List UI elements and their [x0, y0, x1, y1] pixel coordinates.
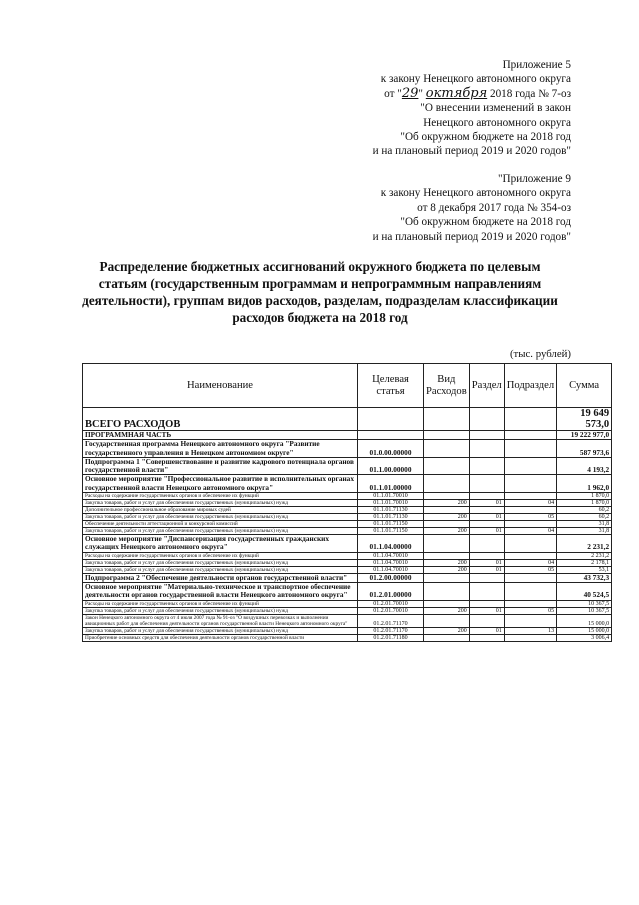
table-row [83, 566, 612, 573]
row-kind [424, 507, 470, 514]
row-target-code: 01.1.04.70010 [358, 552, 424, 559]
row-subsection: 04 [504, 528, 556, 535]
row-target-code: 01.1.01.00000 [358, 475, 424, 493]
row-subsection [504, 431, 556, 440]
row-kind [424, 614, 470, 627]
budget-table [82, 363, 612, 642]
row-target-code: 01.1.01.71130 [358, 507, 424, 514]
row-target-code: 01.1.01.71150 [358, 521, 424, 528]
row-section [469, 634, 504, 641]
row-name: Расходы на содержание государственных органов и обеспечение их функций [83, 600, 358, 607]
row-section: 01 [469, 528, 504, 535]
row-section [469, 457, 504, 475]
row-subsection [504, 475, 556, 493]
row-sum: 40 524,5 [557, 582, 612, 600]
row-subsection: 04 [504, 559, 556, 566]
row-sum: 1 870,0 [557, 500, 612, 507]
table-row [83, 440, 612, 458]
row-section [469, 573, 504, 582]
row-kind: 200 [424, 528, 470, 535]
row-name: Расходы на содержание государственных органов и обеспечение их функций [83, 552, 358, 559]
row-section [469, 475, 504, 493]
row-section [469, 535, 504, 553]
row-name: ВСЕГО РАСХОДОВ [83, 408, 358, 431]
table-row [83, 614, 612, 627]
col-header-kind: Вид Расходов [424, 364, 470, 408]
row-kind [424, 521, 470, 528]
row-target-code: 01.2.00.00000 [358, 573, 424, 582]
row-sum: 60,2 [557, 507, 612, 514]
row-name: Закупка товаров, работ и услуг для обеспечения государственных (муниципальных) нужд [83, 514, 358, 521]
row-section: 01 [469, 559, 504, 566]
row-sum: 1 962,0 [557, 475, 612, 493]
row-subsection [504, 440, 556, 458]
table-row [83, 431, 612, 440]
header-line: "Об окружном бюджете на 2018 год [400, 131, 571, 144]
header-line: Приложение 5 [502, 59, 571, 71]
row-kind [424, 582, 470, 600]
row-name: Обеспечение деятельности аттестационной и конкурсной комиссий [83, 521, 358, 528]
table-row [83, 559, 612, 566]
row-name: Государственная программа Ненецкого автономного округа "Развитие государственного управления в Ненецком автономном округе" [83, 440, 358, 458]
row-name: Основное мероприятие "Диспансеризация государственных гражданских служащих Ненецкого автономного округа" [83, 535, 358, 553]
header-line: и на плановый период 2019 и 2020 годов" [372, 230, 571, 243]
row-section: 01 [469, 627, 504, 634]
row-sum: 10 367,5 [557, 600, 612, 607]
row-subsection: 05 [504, 607, 556, 614]
row-kind [424, 600, 470, 607]
row-target-code: 01.1.01.71130 [358, 514, 424, 521]
row-kind [424, 440, 470, 458]
row-target-code: 01.1.04.70010 [358, 566, 424, 573]
row-section [469, 521, 504, 528]
row-sum: 31,8 [557, 528, 612, 535]
row-name: Дополнительное профессиональное образование мировых судей [83, 507, 358, 514]
row-subsection: 05 [504, 566, 556, 573]
col-header-sum: Сумма [557, 364, 612, 408]
row-kind [424, 552, 470, 559]
row-sum: 2 231,2 [557, 552, 612, 559]
row-name: Закупка товаров, работ и услуг для обеспечения государственных (муниципальных) нужд [83, 607, 358, 614]
col-header-name: Наименование [83, 364, 358, 408]
row-target-code: 01.1.01.71150 [358, 528, 424, 535]
row-section [469, 440, 504, 458]
row-target-code: 01.1.01.70010 [358, 500, 424, 507]
table-row [83, 634, 612, 641]
row-section [469, 600, 504, 607]
row-sum: 15 000,0 [557, 614, 612, 627]
table-row [83, 514, 612, 521]
row-sum: 2 231,2 [557, 535, 612, 553]
row-subsection [504, 521, 556, 528]
row-kind [424, 634, 470, 641]
table-row [83, 521, 612, 528]
row-kind [424, 457, 470, 475]
handwritten-day: 29 [401, 85, 419, 101]
row-section [469, 431, 504, 440]
row-name: Закупка товаров, работ и услуг для обеспечения государственных (муниципальных) нужд [83, 566, 358, 573]
document-title: Распределение бюджетных ассигнований окружного бюджета по целевым статьям (государственным программам и непрограммным направлениям деятельности), группам видов расходов, разделам, подразделам классификации расходов бюджета на 2018 год [82, 259, 558, 325]
header-line: "О внесении изменений в закон [420, 102, 571, 115]
row-target-code: 01.2.01.71180 [358, 634, 424, 641]
row-sum: 60,2 [557, 514, 612, 521]
row-section [469, 552, 504, 559]
row-section: 01 [469, 566, 504, 573]
row-sum: 19 649 573,0 [557, 408, 612, 431]
row-sum: 3 006,4 [557, 634, 612, 641]
col-header-subsection: Подраздел [504, 364, 556, 408]
row-sum: 15 000,0 [557, 627, 612, 634]
header-line: "Приложение 9 [497, 173, 571, 185]
table-row [83, 475, 612, 493]
row-name: Приобретение основных средств для обеспечения деятельности органов государственной власти [83, 634, 358, 641]
row-target-code [358, 431, 424, 440]
row-subsection [504, 573, 556, 582]
row-name: Основное мероприятие "Материально-техническое и транспортное обеспечение деятельности органов государственной власти Ненецкого автономного округа" [83, 582, 358, 600]
table-row [83, 582, 612, 600]
col-header-section: Раздел [469, 364, 504, 408]
row-target-code: 01.1.01.70010 [358, 493, 424, 500]
table-row [83, 573, 612, 582]
row-subsection: 04 [504, 500, 556, 507]
row-name: Подпрограмма 1 "Совершенствование и развитие кадрового потенциала органов государственной власти" [83, 457, 358, 475]
row-sum: 31,8 [557, 521, 612, 528]
row-name: Расходы на содержание государственных органов и обеспечение их функций [83, 493, 358, 500]
row-subsection: 05 [504, 514, 556, 521]
row-name: Закупка товаров, работ и услуг для обеспечения государственных (муниципальных) нужд [83, 559, 358, 566]
table-row [83, 600, 612, 607]
table-row [83, 507, 612, 514]
row-sum: 587 973,6 [557, 440, 612, 458]
row-section: 01 [469, 607, 504, 614]
row-target-code: 01.1.04.00000 [358, 535, 424, 553]
row-name: ПРОГРАММНАЯ ЧАСТЬ [83, 431, 358, 440]
row-sum: 4 193,2 [557, 457, 612, 475]
row-subsection [504, 634, 556, 641]
row-target-code: 01.1.00.00000 [358, 457, 424, 475]
row-name: Подпрограмма 2 "Обеспечение деятельности органов государственной власти" [83, 573, 358, 582]
row-target-code: 01.2.01.00000 [358, 582, 424, 600]
header-date-line: от "29" октября 2018 года № 7-оз [384, 85, 571, 101]
handwritten-month: октября [425, 85, 488, 101]
row-subsection [504, 493, 556, 500]
row-kind: 200 [424, 607, 470, 614]
row-kind: 200 [424, 627, 470, 634]
row-name: Закупка товаров, работ и услуг для обеспечения государственных (муниципальных) нужд [83, 500, 358, 507]
row-section [469, 507, 504, 514]
table-row [83, 528, 612, 535]
table-row [83, 552, 612, 559]
row-section [469, 493, 504, 500]
row-kind [424, 408, 470, 431]
row-sum: 10 367,5 [557, 607, 612, 614]
table-row [83, 408, 612, 431]
row-name: Закон Ненецкого автономного округа от 4 июля 2007 года № 91-оз "О воздушных перевозках и выполнении авиационных работ для обеспечения деятельности органов государственной власти Ненецкого автономного округа" [83, 614, 358, 627]
row-target-code [358, 408, 424, 431]
row-kind [424, 475, 470, 493]
row-subsection [504, 507, 556, 514]
row-target-code: 01.2.01.71170 [358, 614, 424, 627]
row-name: Основное мероприятие "Профессиональное развитие в исполнительных органах государственной власти Ненецкого автономного округа" [83, 475, 358, 493]
header-line: и на плановый период 2019 и 2020 годов" [372, 145, 571, 158]
table-row [83, 627, 612, 634]
row-sum: 19 222 977,0 [557, 431, 612, 440]
row-sum: 53,1 [557, 566, 612, 573]
row-kind [424, 431, 470, 440]
row-sum: 1 870,0 [557, 493, 612, 500]
table-row [83, 535, 612, 553]
row-subsection [504, 552, 556, 559]
appendix-header [373, 58, 571, 159]
row-subsection [504, 600, 556, 607]
row-subsection [504, 408, 556, 431]
row-kind: 200 [424, 566, 470, 573]
table-header-row [83, 364, 612, 408]
row-kind: 200 [424, 559, 470, 566]
row-kind: 200 [424, 514, 470, 521]
table-row [83, 607, 612, 614]
row-kind [424, 535, 470, 553]
row-kind: 200 [424, 500, 470, 507]
row-target-code: 01.2.01.70010 [358, 600, 424, 607]
row-subsection [504, 614, 556, 627]
header-line: от 8 декабря 2017 года № 354-оз [417, 201, 571, 214]
row-target-code: 01.2.01.70010 [358, 607, 424, 614]
header-line: "Об окружном бюджете на 2018 год [400, 216, 571, 229]
header-line: к закону Ненецкого автономного округа [380, 73, 571, 86]
row-kind [424, 573, 470, 582]
row-section: 01 [469, 500, 504, 507]
row-section [469, 582, 504, 600]
header-line: к закону Ненецкого автономного округа [380, 187, 571, 200]
units-label: (тыс. рублей) [509, 348, 571, 360]
row-section [469, 408, 504, 431]
row-target-code: 01.0.00.00000 [358, 440, 424, 458]
row-section [469, 614, 504, 627]
row-target-code: 01.2.01.71170 [358, 627, 424, 634]
row-kind [424, 493, 470, 500]
table-row [83, 493, 612, 500]
row-name: Закупка товаров, работ и услуг для обеспечения государственных (муниципальных) нужд [83, 627, 358, 634]
appendix-header-previous [373, 172, 571, 244]
row-section: 01 [469, 514, 504, 521]
row-subsection [504, 535, 556, 553]
row-subsection: 13 [504, 627, 556, 634]
row-subsection [504, 457, 556, 475]
table-row [83, 457, 612, 475]
table-row [83, 500, 612, 507]
row-subsection [504, 582, 556, 600]
col-header-target: Целевая статья [358, 364, 424, 408]
header-line: Ненецкого автономного округа [423, 116, 571, 129]
row-name: Закупка товаров, работ и услуг для обеспечения государственных (муниципальных) нужд [83, 528, 358, 535]
row-target-code: 01.1.04.70010 [358, 559, 424, 566]
row-sum: 43 732,3 [557, 573, 612, 582]
row-sum: 2 178,1 [557, 559, 612, 566]
